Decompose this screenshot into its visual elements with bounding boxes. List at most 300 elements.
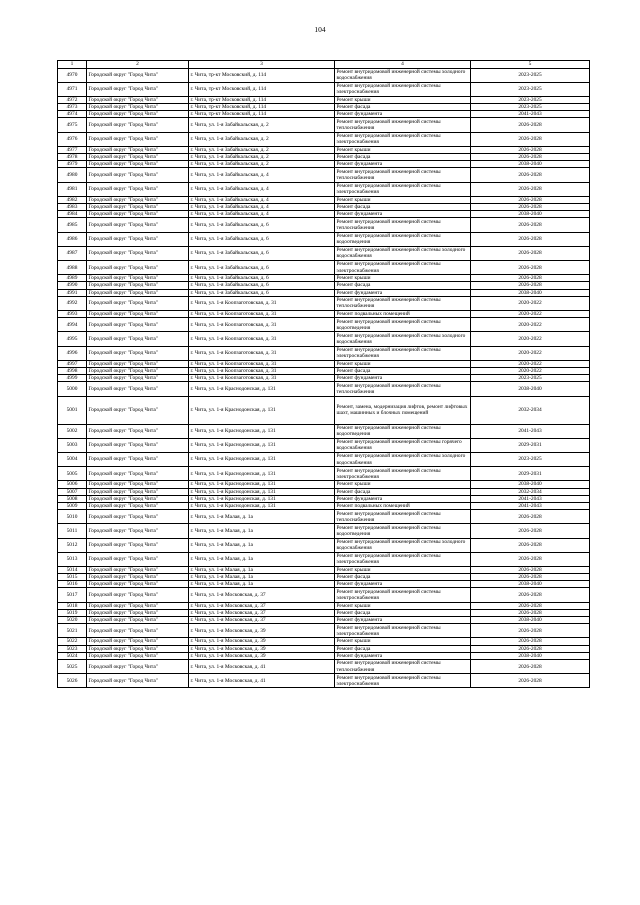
period-cell: 2041-2043 [471,495,590,502]
table-row [58,481,590,488]
work-type-cell: Ремонт внутридомовой инженерной системы электроснабжения [335,182,471,196]
district-cell: Городской округ "Город Чита" [87,652,189,659]
row-number-cell: 5019 [58,609,87,616]
row-number-cell: 5017 [58,588,87,602]
table-row [58,275,590,282]
work-type-cell: Ремонт внутридомовой инженерной системы электроснабжения [335,132,471,146]
address-cell: г. Чита, ул. 1-я Московская, д. 39 [189,645,335,652]
work-type-cell: Ремонт внутридомовой инженерной системы теплоснабжения [335,510,471,524]
work-type-cell: Ремонт фундамента [335,652,471,659]
period-cell: 2026-2028 [471,168,590,182]
period-cell: 2020-2022 [471,296,590,310]
table-row [58,452,590,466]
district-cell: Городской округ "Город Чита" [87,211,189,218]
address-cell: г. Чита, ул. 1-я Московская, д. 37 [189,588,335,602]
row-number-cell: 5003 [58,438,87,452]
table-row [58,538,590,552]
address-cell: г. Чита, ул. 1-я Забайкальская, д. 6 [189,289,335,296]
address-cell: г. Чита, ул. 1-я Коопзаготовская, д. 31 [189,375,335,382]
period-cell: 2026-2028 [471,538,590,552]
row-number-cell: 4986 [58,232,87,246]
address-cell: г. Чита, ул. 1-я Забайкальская, д. 6 [189,261,335,275]
table-row [58,218,590,232]
district-cell: Городской округ "Город Чита" [87,467,189,481]
work-type-cell: Ремонт внутридомовой инженерной системы холодного водоснабжения [335,332,471,346]
row-number-cell: 4983 [58,204,87,211]
row-number-cell: 4985 [58,218,87,232]
address-cell: г. Чита, ул. 1-я Краснодонская, д. 131 [189,382,335,396]
period-cell: 2038-2040 [471,581,590,588]
row-number-cell: 4987 [58,246,87,260]
row-number-cell: 4972 [58,96,87,103]
work-type-cell: Ремонт внутридомовой инженерной системы теплоснабжения [335,660,471,674]
row-number-cell: 4991 [58,289,87,296]
table-row [58,524,590,538]
table-row [58,289,590,296]
work-type-cell: Ремонт крыши [335,146,471,153]
district-cell: Городской округ "Город Чита" [87,524,189,538]
table-row [58,132,590,146]
work-type-cell: Ремонт внутридомовой инженерной системы водоотведения [335,232,471,246]
address-cell: г. Чита, ул. 1-я Малая, д. 1а [189,538,335,552]
address-cell: г. Чита, ул. 1-я Коопзаготовская, д. 31 [189,311,335,318]
address-cell: г. Чита, ул. 1-я Забайкальская, д. 6 [189,282,335,289]
district-cell: Городской округ "Город Чита" [87,68,189,82]
row-number-cell: 5018 [58,602,87,609]
period-cell: 2020-2022 [471,318,590,332]
address-cell: г. Чита, ул. 1-я Коопзаготовская, д. 31 [189,360,335,367]
district-cell: Городской округ "Город Чита" [87,602,189,609]
work-type-cell: Ремонт внутридомовой инженерной системы электроснабжения [335,467,471,481]
district-cell: Городской округ "Город Чита" [87,161,189,168]
address-cell: г. Чита, ул. 1-я Московская, д. 41 [189,660,335,674]
table-row [58,424,590,438]
table-row [58,211,590,218]
period-cell: 2038-2040 [471,652,590,659]
table-row [58,602,590,609]
district-cell: Городской округ "Город Чита" [87,96,189,103]
table-row [58,638,590,645]
district-cell: Городской округ "Город Чита" [87,452,189,466]
district-cell: Городской округ "Город Чита" [87,674,189,688]
work-type-cell: Ремонт внутридомовой инженерной системы водоотведения [335,524,471,538]
district-cell: Городской округ "Город Чита" [87,346,189,360]
column-header-2: 2 [87,61,189,69]
period-cell: 2026-2028 [471,261,590,275]
table-row [58,232,590,246]
district-cell: Городской округ "Город Чита" [87,311,189,318]
address-cell: г. Чита, ул. 1-я Малая, д. 1а [189,566,335,573]
work-type-cell: Ремонт фасада [335,104,471,111]
address-cell: г. Чита, ул. 1-я Коопзаготовская, д. 31 [189,346,335,360]
table-row [58,624,590,638]
address-cell: г. Чита, тр-кт Московский, д. 114 [189,82,335,96]
row-number-cell: 5016 [58,581,87,588]
table-row [58,660,590,674]
work-type-cell: Ремонт фундамента [335,111,471,118]
district-cell: Городской округ "Город Чита" [87,609,189,616]
address-cell: г. Чита, ул. 1-я Забайкальская, д. 6 [189,246,335,260]
row-number-cell: 5002 [58,424,87,438]
table-row [58,396,590,424]
district-cell: Городской округ "Город Чита" [87,552,189,566]
row-number-cell: 5009 [58,502,87,509]
period-cell: 2026-2028 [471,638,590,645]
address-cell: г. Чита, ул. 1-я Малая, д. 1а [189,510,335,524]
period-cell: 2026-2028 [471,118,590,132]
address-cell: г. Чита, ул. 1-я Московская, д. 37 [189,617,335,624]
district-cell: Городской округ "Город Чита" [87,218,189,232]
district-cell: Городской округ "Город Чита" [87,566,189,573]
district-cell: Городской округ "Город Чита" [87,502,189,509]
table-row [58,204,590,211]
work-type-cell: Ремонт фасада [335,488,471,495]
district-cell: Городской округ "Город Чита" [87,538,189,552]
column-header-1: 1 [58,61,87,69]
work-type-cell: Ремонт фундамента [335,617,471,624]
period-cell: 2038-2040 [471,382,590,396]
row-number-cell: 4981 [58,182,87,196]
table-row [58,510,590,524]
row-number-cell: 5001 [58,396,87,424]
work-type-cell: Ремонт внутридомовой инженерной системы теплоснабжения [335,168,471,182]
address-cell: г. Чита, ул. 1-я Малая, д. 1а [189,574,335,581]
period-cell: 2026-2028 [471,275,590,282]
row-number-cell: 5021 [58,624,87,638]
row-number-cell: 4994 [58,318,87,332]
address-cell: г. Чита, ул. 1-я Краснодонская, д. 131 [189,452,335,466]
table-row [58,574,590,581]
row-number-cell: 5006 [58,481,87,488]
period-cell: 2026-2028 [471,602,590,609]
district-cell: Городской округ "Город Чита" [87,246,189,260]
district-cell: Городской округ "Город Чита" [87,588,189,602]
address-cell: г. Чита, ул. 1-я Забайкальская, д. 2 [189,146,335,153]
period-cell: 2023-2025 [471,452,590,466]
address-cell: г. Чита, ул. 1-я Краснодонская, д. 131 [189,467,335,481]
work-type-cell: Ремонт внутридомовой инженерной системы горячего водоснабжения [335,438,471,452]
row-number-cell: 5025 [58,660,87,674]
address-cell: г. Чита, ул. 1-я Забайкальская, д. 6 [189,218,335,232]
address-cell: г. Чита, ул. 1-я Краснодонская, д. 131 [189,481,335,488]
table-row [58,318,590,332]
page-number: 104 [314,25,326,34]
row-number-cell: 5020 [58,617,87,624]
repair-schedule-table [57,60,590,688]
address-cell: г. Чита, тр-кт Московский, д. 114 [189,104,335,111]
district-cell: Городской округ "Город Чита" [87,332,189,346]
period-cell: 2026-2028 [471,282,590,289]
table-row [58,360,590,367]
row-number-cell: 4976 [58,132,87,146]
period-cell: 2026-2028 [471,524,590,538]
table-row [58,82,590,96]
table-row [58,566,590,573]
address-cell: г. Чита, ул. 1-я Коопзаготовская, д. 31 [189,367,335,374]
district-cell: Городской округ "Город Чита" [87,617,189,624]
district-cell: Городской округ "Город Чита" [87,488,189,495]
table-row [58,146,590,153]
district-cell: Городской округ "Город Чита" [87,154,189,161]
period-cell: 2038-2040 [471,481,590,488]
work-type-cell: Ремонт внутридомовой инженерной системы теплоснабжения [335,382,471,396]
address-cell: г. Чита, ул. 1-я Малая, д. 1а [189,524,335,538]
table-row [58,68,590,82]
district-cell: Городской округ "Город Чита" [87,82,189,96]
row-number-cell: 4971 [58,82,87,96]
row-number-cell: 4997 [58,360,87,367]
work-type-cell: Ремонт фундамента [335,161,471,168]
work-type-cell: Ремонт фундамента [335,289,471,296]
period-cell: 2026-2028 [471,624,590,638]
period-cell: 2026-2028 [471,510,590,524]
table-header-row [58,61,590,69]
row-number-cell: 4978 [58,154,87,161]
table-row [58,495,590,502]
address-cell: г. Чита, тр-кт Московский, д. 114 [189,68,335,82]
district-cell: Городской округ "Город Чита" [87,232,189,246]
row-number-cell: 4995 [58,332,87,346]
district-cell: Городской округ "Город Чита" [87,438,189,452]
row-number-cell: 4993 [58,311,87,318]
table-row [58,375,590,382]
period-cell: 2029-2031 [471,467,590,481]
work-type-cell: Ремонт внутридомовой инженерной системы теплоснабжения [335,218,471,232]
table-row [58,261,590,275]
work-type-cell: Ремонт крыши [335,96,471,103]
work-type-cell: Ремонт фасада [335,574,471,581]
period-cell: 2026-2028 [471,674,590,688]
district-cell: Городской округ "Город Чита" [87,282,189,289]
period-cell: 2023-2025 [471,96,590,103]
period-cell: 2026-2028 [471,182,590,196]
row-number-cell: 4980 [58,168,87,182]
row-number-cell: 5012 [58,538,87,552]
period-cell: 2026-2028 [471,552,590,566]
address-cell: г. Чита, ул. 1-я Забайкальская, д. 6 [189,275,335,282]
work-type-cell: Ремонт фундамента [335,211,471,218]
district-cell: Городской округ "Город Чита" [87,289,189,296]
work-type-cell: Ремонт крыши [335,481,471,488]
table-row [58,332,590,346]
work-type-cell: Ремонт фасада [335,645,471,652]
row-number-cell: 5004 [58,452,87,466]
work-type-cell: Ремонт внутридомовой инженерной системы электроснабжения [335,552,471,566]
row-number-cell: 4970 [58,68,87,82]
row-number-cell: 5008 [58,495,87,502]
row-number-cell: 5005 [58,467,87,481]
work-type-cell: Ремонт внутридомовой инженерной системы электроснабжения [335,261,471,275]
row-number-cell: 5023 [58,645,87,652]
table-row [58,367,590,374]
row-number-cell: 4973 [58,104,87,111]
table-row [58,246,590,260]
district-cell: Городской округ "Город Чита" [87,275,189,282]
work-type-cell: Ремонт крыши [335,196,471,203]
address-cell: г. Чита, ул. 1-я Забайкальская, д. 2 [189,161,335,168]
work-type-cell: Ремонт внутридомовой инженерной системы холодного водоснабжения [335,246,471,260]
column-header-5: 5 [471,61,590,69]
row-number-cell: 5007 [58,488,87,495]
district-cell: Городской округ "Город Чита" [87,367,189,374]
row-number-cell: 4979 [58,161,87,168]
district-cell: Городской округ "Город Чита" [87,375,189,382]
district-cell: Городской округ "Город Чита" [87,510,189,524]
address-cell: г. Чита, ул. 1-я Московская, д. 39 [189,624,335,638]
period-cell: 2026-2028 [471,566,590,573]
table-row [58,552,590,566]
period-cell: 2023-2025 [471,375,590,382]
district-cell: Городской округ "Город Чита" [87,104,189,111]
period-cell: 2026-2028 [471,154,590,161]
work-type-cell: Ремонт внутридомовой инженерной системы холодного водоснабжения [335,452,471,466]
table-row [58,674,590,688]
work-type-cell: Ремонт фасада [335,204,471,211]
period-cell: 2020-2022 [471,332,590,346]
table-row [58,168,590,182]
district-cell: Городской округ "Город Чита" [87,495,189,502]
work-type-cell: Ремонт фасада [335,282,471,289]
address-cell: г. Чита, ул. 1-я Забайкальская, д. 4 [189,168,335,182]
address-cell: г. Чита, ул. 1-я Московская, д. 39 [189,652,335,659]
district-cell: Городской округ "Город Чита" [87,118,189,132]
row-number-cell: 4996 [58,346,87,360]
table-row [58,581,590,588]
district-cell: Городской округ "Город Чита" [87,196,189,203]
row-number-cell: 4990 [58,282,87,289]
table-row [58,182,590,196]
table-row [58,502,590,509]
table-row [58,118,590,132]
district-cell: Городской округ "Город Чита" [87,111,189,118]
period-cell: 2026-2028 [471,588,590,602]
table-row [58,609,590,616]
address-cell: г. Чита, ул. 1-я Краснодонская, д. 131 [189,495,335,502]
district-cell: Городской округ "Город Чита" [87,638,189,645]
district-cell: Городской округ "Город Чита" [87,645,189,652]
row-number-cell: 4984 [58,211,87,218]
table-row [58,588,590,602]
row-number-cell: 4988 [58,261,87,275]
work-type-cell: Ремонт фундамента [335,375,471,382]
table-row [58,438,590,452]
work-type-cell: Ремонт крыши [335,602,471,609]
row-number-cell: 4992 [58,296,87,310]
row-number-cell: 5000 [58,382,87,396]
address-cell: г. Чита, ул. 1-я Московская, д. 39 [189,638,335,645]
work-type-cell: Ремонт крыши [335,638,471,645]
row-number-cell: 5015 [58,574,87,581]
table-row [58,467,590,481]
work-type-cell: Ремонт внутридомовой инженерной системы холодного водоснабжения [335,68,471,82]
period-cell: 2020-2022 [471,360,590,367]
district-cell: Городской округ "Город Чита" [87,360,189,367]
table-row [58,617,590,624]
work-type-cell: Ремонт крыши [335,275,471,282]
row-number-cell: 5022 [58,638,87,645]
table-row [58,154,590,161]
district-cell: Городской округ "Город Чита" [87,382,189,396]
period-cell: 2038-2040 [471,161,590,168]
district-cell: Городской округ "Город Чита" [87,132,189,146]
work-type-cell: Ремонт внутридомовой инженерной системы электроснабжения [335,588,471,602]
period-cell: 2038-2040 [471,211,590,218]
row-number-cell: 4998 [58,367,87,374]
district-cell: Городской округ "Город Чита" [87,581,189,588]
table-row [58,652,590,659]
period-cell: 2041-2043 [471,502,590,509]
work-type-cell: Ремонт внутридомовой инженерной системы водоотведения [335,424,471,438]
period-cell: 2026-2028 [471,146,590,153]
work-type-cell: Ремонт внутридомовой инженерной системы водоотведения [335,318,471,332]
work-type-cell: Ремонт фасада [335,367,471,374]
period-cell: 2026-2028 [471,132,590,146]
table-row [58,96,590,103]
table-row [58,488,590,495]
period-cell: 2026-2028 [471,645,590,652]
table-row [58,104,590,111]
table-row [58,282,590,289]
row-number-cell: 5014 [58,566,87,573]
period-cell: 2026-2028 [471,232,590,246]
work-type-cell: Ремонт, замена, модернизация лифтов, ремонт лифтовых шахт, машинных и блочных помещений [335,396,471,424]
period-cell: 2029-2031 [471,438,590,452]
address-cell: г. Чита, ул. 1-я Московская, д. 37 [189,602,335,609]
table-row [58,111,590,118]
district-cell: Городской округ "Город Чита" [87,624,189,638]
period-cell: 2023-2025 [471,82,590,96]
work-type-cell: Ремонт крыши [335,360,471,367]
table-row [58,346,590,360]
address-cell: г. Чита, ул. 1-я Забайкальская, д. 2 [189,132,335,146]
address-cell: г. Чита, ул. 1-я Забайкальская, д. 6 [189,232,335,246]
period-cell: 2026-2028 [471,609,590,616]
period-cell: 2026-2028 [471,574,590,581]
period-cell: 2026-2028 [471,196,590,203]
district-cell: Городской округ "Город Чита" [87,296,189,310]
table-row [58,311,590,318]
address-cell: г. Чита, ул. 1-я Краснодонская, д. 131 [189,502,335,509]
district-cell: Городской округ "Город Чита" [87,396,189,424]
row-number-cell: 4989 [58,275,87,282]
work-type-cell: Ремонт внутридомовой инженерной системы холодного водоснабжения [335,538,471,552]
work-type-cell: Ремонт внутридомовой инженерной системы электроснабжения [335,82,471,96]
address-cell: г. Чита, ул. 1-я Малая, д. 1а [189,581,335,588]
work-type-cell: Ремонт фундамента [335,495,471,502]
address-cell: г. Чита, тр-кт Московский, д. 114 [189,96,335,103]
work-type-cell: Ремонт фасада [335,609,471,616]
period-cell: 2020-2022 [471,346,590,360]
address-cell: г. Чита, ул. 1-я Коопзаготовская, д. 31 [189,332,335,346]
row-number-cell: 5013 [58,552,87,566]
address-cell: г. Чита, ул. 1-я Краснодонская, д. 131 [189,424,335,438]
period-cell: 2041-2043 [471,111,590,118]
row-number-cell: 4977 [58,146,87,153]
work-type-cell: Ремонт подвальных помещений [335,502,471,509]
address-cell: г. Чита, ул. 1-я Коопзаготовская, д. 31 [189,296,335,310]
table-row [58,161,590,168]
period-cell: 2032-2034 [471,396,590,424]
address-cell: г. Чита, ул. 1-я Забайкальская, д. 4 [189,182,335,196]
column-header-3: 3 [189,61,335,69]
period-cell: 2038-2040 [471,289,590,296]
work-type-cell: Ремонт внутридомовой инженерной системы электроснабжения [335,346,471,360]
district-cell: Городской округ "Город Чита" [87,146,189,153]
district-cell: Городской округ "Город Чита" [87,168,189,182]
row-number-cell: 5024 [58,652,87,659]
period-cell: 2023-2025 [471,104,590,111]
address-cell: г. Чита, ул. 1-я Краснодонская, д. 131 [189,396,335,424]
